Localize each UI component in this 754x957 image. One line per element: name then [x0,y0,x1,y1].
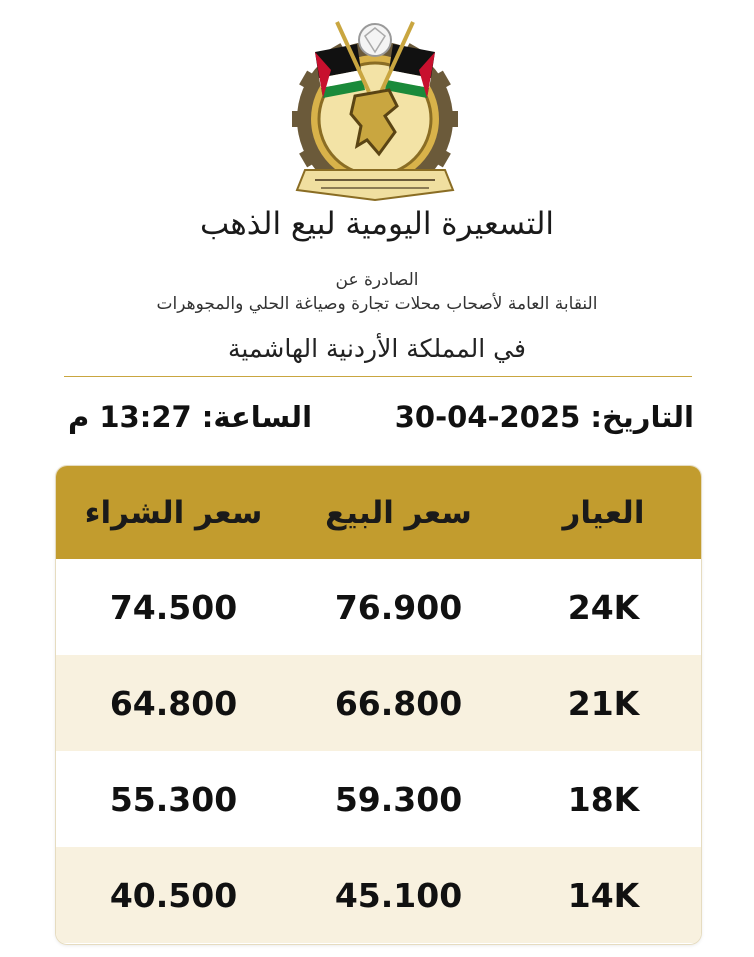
table-header [56,466,701,559]
header-karat: العيار [562,494,645,531]
issued-by-label: الصادرة عن [335,270,419,290]
date-label: التاريخ: [590,400,694,434]
kingdom-label: في المملكة الأردنية الهاشمية [228,334,526,363]
sell-price-cell: 59.300 [334,779,463,819]
time-info [68,400,312,434]
buy-price-cell: 40.500 [109,875,238,915]
diamond-icon [359,24,391,56]
gold-price-table [55,465,702,945]
karat-cell: 24K [567,587,640,627]
time-label: الساعة: [201,400,313,434]
buy-price-cell: 64.800 [109,683,238,723]
sell-price-cell: 66.800 [334,683,463,723]
page-title: التسعيرة اليومية لبيع الذهب [199,206,555,242]
divider [64,376,692,377]
table-row [56,655,701,751]
ribbon-icon [297,170,453,200]
karat-cell: 21K [567,683,640,723]
karat-cell: 14K [567,875,640,915]
time-value: 13:27 م [68,400,192,434]
union-logo [285,14,465,214]
header-sell-price: سعر البيع [325,494,472,531]
sell-price-cell: 76.900 [334,587,463,627]
date-info [395,400,694,434]
union-name: النقابة العامة لأصحاب محلات تجارة وصياغة الحلي والمجوهرات [156,294,598,314]
karat-cell: 18K [567,779,640,819]
buy-price-cell: 55.300 [109,779,238,819]
sell-price-cell: 45.100 [334,875,463,915]
table-row [56,847,701,943]
header-buy-price: سعر الشراء [84,494,263,531]
date-value: 30-04-2025 [394,400,581,434]
table-row [56,751,701,847]
buy-price-cell: 74.500 [109,587,238,627]
table-row [56,559,701,655]
